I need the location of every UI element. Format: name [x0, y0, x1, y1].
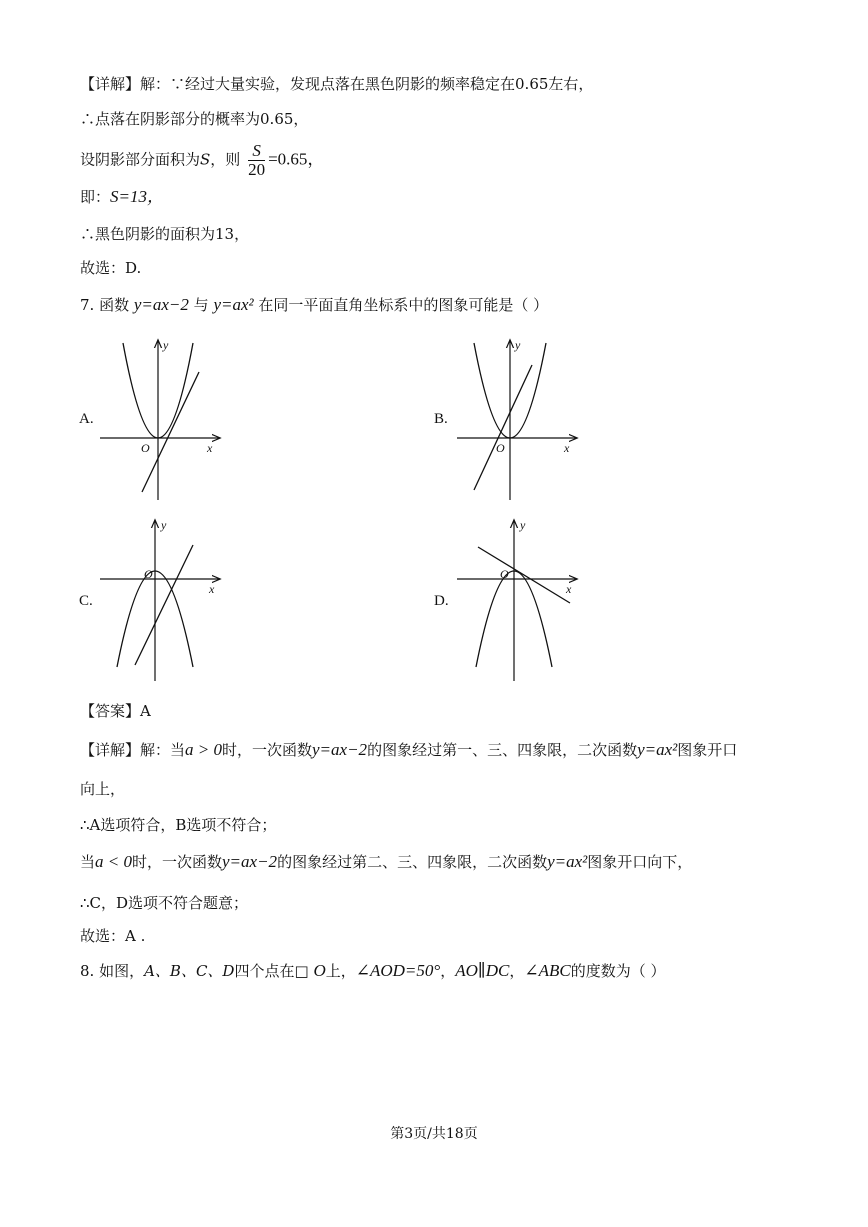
option-c-label: C.	[79, 593, 93, 609]
q8-angle-abc: ∠ABC	[524, 961, 571, 980]
q8-sep-1: ，	[440, 962, 456, 980]
detail-q6-line-2: ∴点落在阴影部分的概率为0.65，	[80, 110, 309, 128]
graph-option-c	[95, 515, 225, 685]
detail-q7-line-1	[80, 740, 737, 760]
d2-l4-quadratic: y=ax²	[547, 852, 588, 871]
fraction-denominator: 20	[248, 160, 266, 179]
q8-angle-aod: ∠AOD=50°	[355, 961, 441, 980]
detail-q7-line-6: 故选：A .	[80, 927, 146, 945]
fraction-numerator: S	[248, 142, 265, 161]
q7-linear-function: y=ax−2	[133, 295, 189, 314]
x-axis-label: x	[207, 441, 213, 455]
origin-label: O	[496, 441, 505, 455]
detail-q6-line-5: ∴黑色阴影的面积为13，	[80, 225, 250, 243]
detail-q7-line-2: 向上，	[80, 780, 126, 798]
q8-stem-b: 四个点在	[234, 962, 295, 980]
line-positive-slope	[135, 545, 193, 665]
x-axis-label: x	[209, 582, 215, 596]
detail-q7-line-4	[80, 852, 692, 872]
y-axis-label: y	[163, 338, 169, 352]
q8-stem-c: 上，	[325, 962, 356, 980]
y-axis-label: y	[520, 518, 526, 532]
question-7-stem	[80, 295, 548, 315]
area-fraction	[248, 142, 265, 179]
y-axis-label: y	[515, 338, 521, 352]
detail-q6-line-4	[80, 187, 164, 207]
answer-line: 【答案】A	[80, 702, 151, 720]
d2-l4-c: 的图象经过第二、三、四象限，二次函数	[277, 853, 548, 871]
d2-l1-linear: y=ax−2	[312, 740, 368, 759]
area-equation: S=13，	[110, 187, 164, 206]
q8-sep-2: ，	[509, 962, 525, 980]
area-variable: S	[200, 150, 211, 169]
q7-stem-a: 7. 函数	[80, 296, 134, 314]
d2-l4-a: 当	[80, 853, 96, 871]
q8-circle-symbol: □	[294, 962, 309, 980]
d2-l1-b: 时，一次函数	[222, 741, 313, 759]
detail-q6-line-3-prefix: 设阴影部分面积为	[80, 150, 201, 169]
option-a-label: A.	[79, 411, 94, 427]
d2-l4-condition: a < 0	[95, 852, 132, 871]
y-axis-label: y	[161, 518, 167, 532]
q8-stem-d: 的度数为（ ）	[570, 962, 666, 980]
detail-q6-line-3-mid: ，则	[210, 150, 241, 169]
d2-l1-c: 的图象经过第一、三、四象限，二次函数	[367, 741, 638, 759]
page-footer: 第3页/共18页	[390, 1126, 478, 1142]
detail-q6-line-1: 【详解】解：∵经过大量实验，发现点落在黑色阴影的频率稳定在0.65左右，	[80, 75, 594, 93]
detail-q6-line-6: 故选：D.	[80, 259, 142, 277]
q8-parallel: AO∥DC	[455, 961, 510, 980]
graph-option-a	[95, 335, 225, 505]
origin-label: O	[144, 567, 153, 581]
d2-l1-d: 图象开口	[677, 741, 738, 759]
x-axis-label: x	[566, 582, 572, 596]
origin-label: O	[141, 441, 150, 455]
option-b-label: B.	[434, 411, 448, 427]
detail-q6-line-4-prefix: 即：	[80, 188, 111, 206]
d2-l1-condition: a > 0	[185, 740, 222, 759]
fraction-result: =0.65，	[268, 149, 325, 169]
d2-l4-d: 图象开口向下，	[587, 853, 693, 871]
d2-l1-quadratic: y=ax²	[637, 740, 678, 759]
detail-q7-line-3: ∴A选项符合，B选项不符合；	[80, 816, 277, 834]
origin-label: O	[500, 567, 509, 581]
x-axis-label: x	[564, 441, 570, 455]
d2-l4-linear: y=ax−2	[222, 852, 278, 871]
question-8-stem	[80, 961, 666, 981]
line-negative-slope	[478, 547, 570, 603]
detail-q7-line-5: ∴C，D选项不符合题意；	[80, 894, 249, 912]
q8-stem-a: 8. 如图，	[80, 962, 145, 980]
d2-l4-b: 时，一次函数	[132, 853, 223, 871]
q7-stem-b: 与	[188, 296, 214, 314]
detail-q6-line-3	[80, 142, 324, 179]
q8-points: A、B、C、D	[144, 962, 235, 980]
q7-stem-c: 在同一平面直角坐标系中的图象可能是（ ）	[253, 296, 549, 314]
q8-circle-center: O	[313, 961, 326, 980]
d2-l1-a: 【详解】解：当	[80, 741, 186, 759]
graph-option-d	[452, 515, 582, 685]
line-positive-slope	[142, 372, 199, 492]
q7-quadratic-function: y=ax²	[213, 295, 254, 314]
option-d-label: D.	[434, 593, 449, 609]
graph-option-b	[452, 335, 582, 505]
